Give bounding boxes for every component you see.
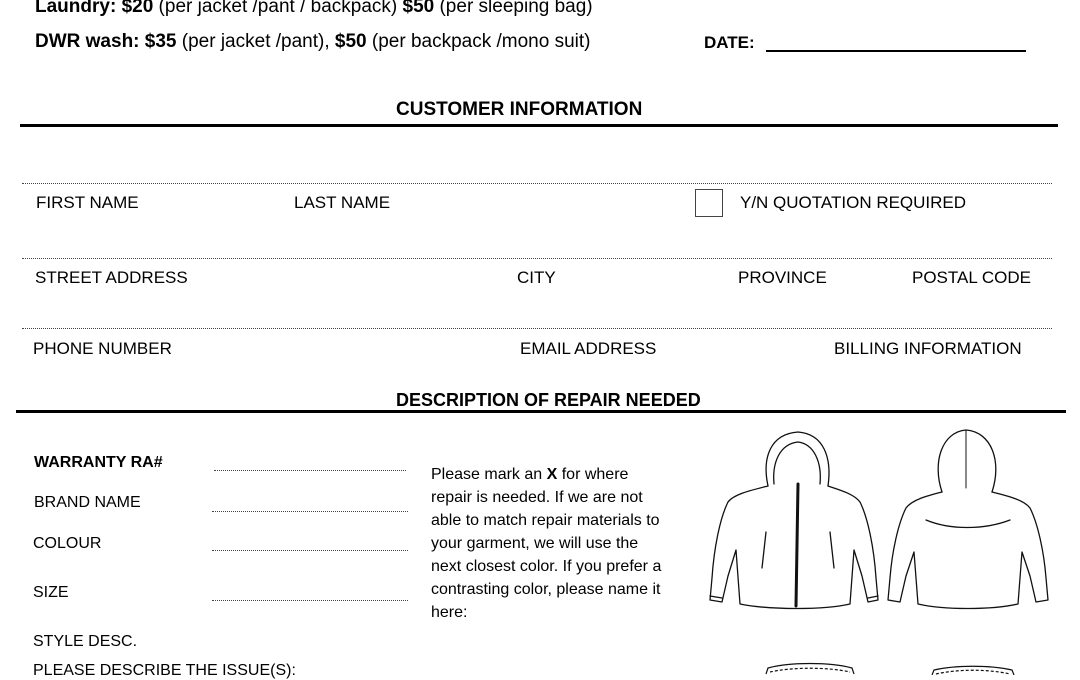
- warranty-label: WARRANTY RA#: [34, 454, 163, 471]
- instructions-text-end: for where repair is needed. If we are not able to match repair materials to your garment, we will use the next closest color. If you prefer a contrasting color, please name it here:: [431, 466, 662, 621]
- laundry-note-1: (per jacket /pant / backpack): [158, 0, 398, 17]
- jacket-back-diagram[interactable]: [880, 428, 1052, 613]
- dwr-note-1: (per jacket /pant),: [181, 31, 330, 52]
- laundry-pricing-line: [35, 0, 593, 18]
- dwr-price-1: $35: [144, 31, 177, 52]
- name-row-line: [22, 183, 1052, 184]
- dwr-label: DWR wash:: [35, 31, 140, 52]
- warranty-field[interactable]: [214, 470, 406, 471]
- style-desc-label: STYLE DESC.: [33, 633, 138, 650]
- quotation-label: Y/N QUOTATION REQUIRED: [740, 193, 967, 212]
- repair-section-title: DESCRIPTION OF REPAIR NEEDED: [396, 390, 701, 410]
- laundry-price-1: $20: [121, 0, 154, 17]
- laundry-price-2: $50: [402, 0, 435, 17]
- colour-label: COLOUR: [33, 535, 102, 552]
- dwr-pricing-line: [35, 31, 590, 53]
- contact-row-line: [22, 328, 1052, 329]
- repair-section-rule: [16, 410, 1066, 413]
- billing-information-label: BILLING INFORMATION: [834, 339, 1022, 358]
- phone-number-label: PHONE NUMBER: [33, 339, 172, 358]
- first-name-label: FIRST NAME: [36, 193, 139, 212]
- brand-name-label: BRAND NAME: [34, 494, 141, 511]
- last-name-label: LAST NAME: [294, 193, 391, 212]
- email-address-label: EMAIL ADDRESS: [520, 339, 657, 358]
- province-label: PROVINCE: [738, 268, 827, 287]
- laundry-note-2: (per sleeping bag): [439, 0, 593, 17]
- dwr-price-2: $50: [334, 31, 367, 52]
- date-label: DATE:: [704, 33, 755, 52]
- colour-field[interactable]: [212, 550, 408, 551]
- instructions-mark: X: [546, 466, 558, 483]
- quotation-checkbox[interactable]: [695, 189, 723, 217]
- pant-front-diagram[interactable]: [760, 660, 860, 675]
- size-field[interactable]: [212, 600, 408, 601]
- address-row-line: [22, 258, 1052, 259]
- repair-instructions: [431, 463, 671, 624]
- pant-back-diagram[interactable]: [928, 664, 1018, 675]
- customer-section-title: CUSTOMER INFORMATION: [396, 99, 643, 120]
- jacket-front-diagram[interactable]: [700, 428, 880, 613]
- brand-name-field[interactable]: [212, 511, 408, 512]
- city-label: CITY: [517, 268, 556, 287]
- customer-section-rule: [20, 124, 1058, 127]
- laundry-label: Laundry:: [35, 0, 117, 17]
- size-label: SIZE: [33, 584, 69, 601]
- date-field[interactable]: [766, 50, 1026, 52]
- postal-code-label: POSTAL CODE: [912, 268, 1032, 287]
- street-address-label: STREET ADDRESS: [35, 268, 188, 287]
- dwr-note-2: (per backpack /mono suit): [371, 31, 591, 52]
- instructions-text-start: Please mark an: [431, 466, 547, 483]
- describe-issue-label: PLEASE DESCRIBE THE ISSUE(S):: [33, 662, 296, 679]
